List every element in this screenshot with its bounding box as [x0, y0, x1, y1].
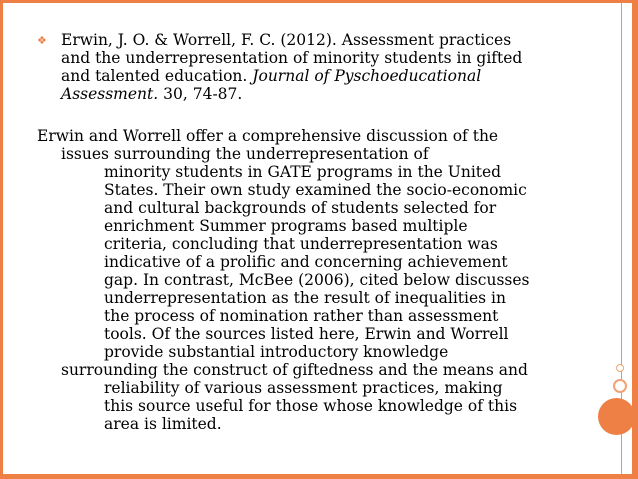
journal-title: Journal of Pyschoeducational — [252, 67, 482, 85]
annotation-line: surrounding the construct of giftedness and the means and — [61, 361, 528, 379]
decor-circle-small-icon — [616, 364, 624, 372]
slide-border-bottom — [0, 474, 638, 479]
decor-circle-large-icon — [598, 398, 635, 435]
reference-line: Erwin, J. O. & Worrell, F. C. (2012). Assessment practices — [61, 31, 512, 49]
annotation-line: underrepresentation as the result of inequalities in — [104, 289, 506, 307]
annotation-line: gap. In contrast, McBee (2006), cited below discusses — [104, 271, 530, 289]
diamond-bullet-icon: ❖ — [37, 34, 47, 47]
annotation-line: States. Their own study examined the socio-economic — [104, 181, 527, 199]
annotation-line: indicative of a prolific and concerning achievement — [104, 253, 508, 271]
reference-line: and the underrepresentation of minority students in gifted — [61, 49, 523, 67]
annotation-line: the process of nomination rather than assessment — [104, 307, 499, 325]
annotation-line: and cultural backgrounds of students selected for — [104, 199, 497, 217]
annotation-line: tools. Of the sources listed here, Erwin and Worrell — [104, 325, 509, 343]
annotation-line: minority students in GATE programs in the United — [104, 163, 502, 181]
annotation-line: Erwin and Worrell offer a comprehensive discussion of the — [37, 127, 499, 145]
slide-border-top — [0, 0, 638, 3]
reference-text: 30, 74-87. — [163, 85, 243, 103]
slide-border-left — [0, 0, 3, 479]
annotation-line: enrichment Summer programs based multiple — [104, 217, 468, 235]
reference-text: and talented education. — [61, 67, 248, 85]
annotation-line: issues surrounding the underrepresentation of — [61, 145, 429, 163]
annotation-line: area is limited. — [104, 415, 222, 433]
reference-line — [61, 68, 481, 84]
annotation-line: provide substantial introductory knowledge — [104, 343, 449, 361]
annotation-line: reliability of various assessment practices, making — [104, 379, 503, 397]
journal-title: Assessment. — [61, 85, 159, 103]
reference-line — [61, 86, 242, 102]
annotation-line: this source useful for those whose knowledge of this — [104, 397, 518, 415]
annotation-line: criteria, concluding that underrepresentation was — [104, 235, 498, 253]
decor-circle-medium-icon — [613, 379, 627, 393]
